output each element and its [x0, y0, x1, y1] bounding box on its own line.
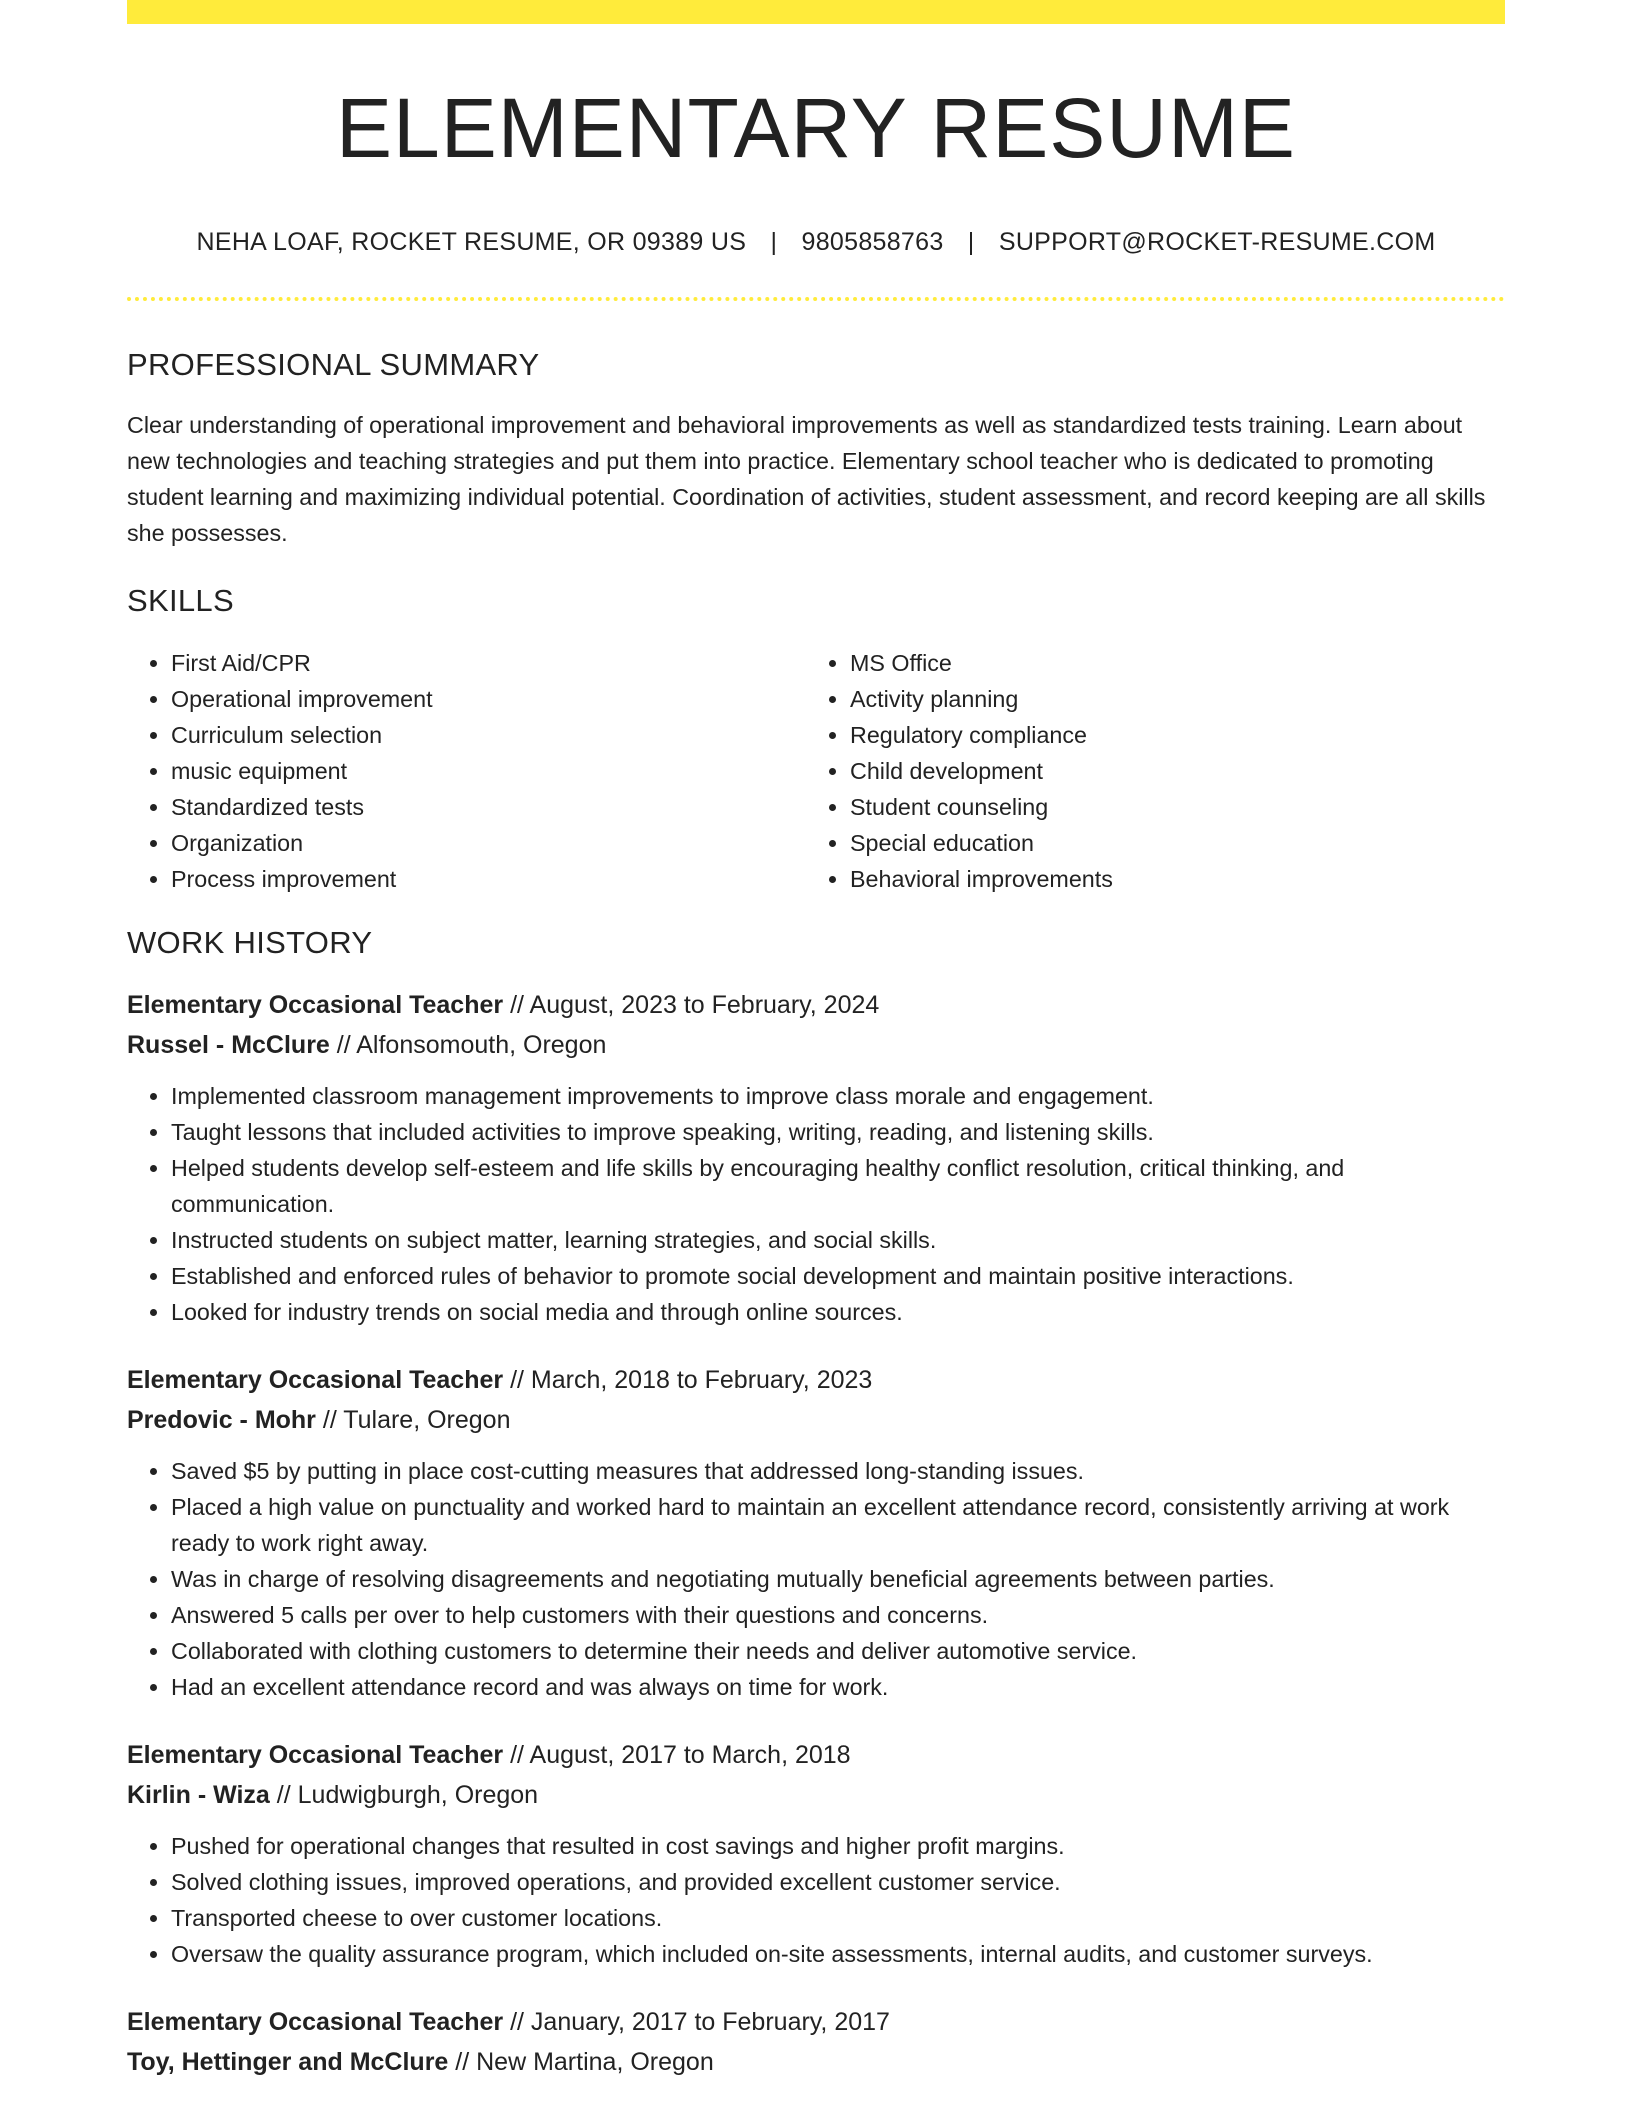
job-separator: //	[503, 991, 530, 1020]
job-company-line	[127, 1025, 1505, 1065]
job-company: Kirlin - Wiza	[127, 1781, 270, 1810]
job-bullet-list	[127, 1453, 1505, 1705]
job-bullet: • Looked for industry trends on social media and through online sources.	[171, 1294, 1505, 1330]
job-bullet: • Saved $5 by putting in place cost-cutting measures that addressed long-standing issues.	[171, 1453, 1505, 1489]
skill-item: • Curriculum selection	[171, 717, 806, 753]
job-dates: August, 2023 to February, 2024	[529, 991, 880, 1020]
job-bullet: • Had an excellent attendance record and was always on time for work.	[171, 1669, 1505, 1705]
work-history-list	[127, 985, 1505, 2082]
job-company-line	[127, 2042, 1505, 2082]
skill-item: • Standardized tests	[171, 789, 806, 825]
job-title: Elementary Occasional Teacher	[127, 2008, 504, 2037]
job-title: Elementary Occasional Teacher	[127, 991, 504, 1020]
job-bullet: • Solved clothing issues, improved operations, and provided excellent customer service.	[171, 1864, 1505, 1900]
contact-line	[127, 228, 1505, 257]
job-company-line	[127, 1775, 1505, 1815]
resume-title: ELEMENTARY RESUME	[336, 81, 1296, 175]
job-bullet: • Pushed for operational changes that resulted in cost savings and higher profit margins.	[171, 1828, 1505, 1864]
job-title-line	[127, 2002, 1505, 2042]
skill-item: • Activity planning	[850, 681, 1485, 717]
job-separator: //	[315, 1406, 344, 1435]
job-separator: //	[269, 1781, 298, 1810]
contact-separator: |	[967, 228, 975, 257]
skill-item: • Regulatory compliance	[850, 717, 1485, 753]
job-bullet: • Collaborated with clothing customers to determine their needs and deliver automotive service.	[171, 1633, 1505, 1669]
job-entry	[127, 1360, 1505, 1705]
job-bullet-list	[127, 1078, 1505, 1330]
job-separator: //	[503, 1741, 530, 1770]
skill-item: • Process improvement	[171, 861, 806, 897]
work-history-heading: WORK HISTORY	[127, 925, 373, 961]
job-title: Elementary Occasional Teacher	[127, 1366, 504, 1395]
job-dates: January, 2017 to February, 2017	[530, 2008, 890, 2037]
job-bullet: • Was in charge of resolving disagreements and negotiating mutually beneficial agreements between parties.	[171, 1561, 1505, 1597]
summary-heading: PROFESSIONAL SUMMARY	[127, 347, 540, 383]
skill-item: • Child development	[850, 753, 1485, 789]
contact-separator: |	[770, 228, 778, 257]
job-company-line	[127, 1400, 1505, 1440]
skills-column-right	[806, 645, 1485, 897]
job-bullet-list	[127, 1828, 1505, 1972]
job-bullet: • Established and enforced rules of behavior to promote social development and maintain positive interactions.	[171, 1258, 1505, 1294]
job-separator: //	[448, 2048, 477, 2077]
job-location: Tulare, Oregon	[343, 1406, 511, 1435]
job-bullet: • Helped students develop self-esteem and life skills by encouraging healthy conflict resolution, critical thinking, and communication.	[171, 1150, 1505, 1222]
job-separator: //	[503, 1366, 531, 1395]
skill-item: • Student counseling	[850, 789, 1485, 825]
contact-phone: 9805858763	[801, 228, 944, 257]
skill-item: • First Aid/CPR	[171, 645, 806, 681]
job-bullet: • Placed a high value on punctuality and worked hard to maintain an excellent attendance record, consistently arriving at work ready to work right away.	[171, 1489, 1505, 1561]
skill-item: • MS Office	[850, 645, 1485, 681]
job-bullet: • Transported cheese to over customer locations.	[171, 1900, 1505, 1936]
job-bullet: • Implemented classroom management improvements to improve class morale and engagement.	[171, 1078, 1505, 1114]
job-location: New Martina, Oregon	[476, 2048, 714, 2077]
job-entry	[127, 985, 1505, 1330]
job-title-line	[127, 985, 1505, 1025]
job-separator: //	[503, 2008, 531, 2037]
dotted-divider	[127, 297, 1505, 301]
accent-top-bar	[127, 0, 1505, 24]
skill-item: • Organization	[171, 825, 806, 861]
job-company: Predovic - Mohr	[127, 1406, 316, 1435]
job-company: Russel - McClure	[127, 1031, 330, 1060]
skills-heading: SKILLS	[127, 583, 234, 619]
resume-page	[127, 0, 1505, 2082]
job-bullet: • Oversaw the quality assurance program, which included on-site assessments, internal audits, and customer surveys.	[171, 1936, 1505, 1972]
job-separator: //	[329, 1031, 357, 1060]
job-title: Elementary Occasional Teacher	[127, 1741, 504, 1770]
job-title-line	[127, 1360, 1505, 1400]
job-company: Toy, Hettinger and McClure	[127, 2048, 449, 2077]
job-bullet: • Taught lessons that included activities to improve speaking, writing, reading, and listening skills.	[171, 1114, 1505, 1150]
job-bullet: • Answered 5 calls per over to help customers with their questions and concerns.	[171, 1597, 1505, 1633]
skill-item: • music equipment	[171, 753, 806, 789]
job-location: Ludwigburgh, Oregon	[297, 1781, 539, 1810]
job-dates: March, 2018 to February, 2023	[530, 1366, 873, 1395]
skill-item: • Operational improvement	[171, 681, 806, 717]
skills-grid	[127, 645, 1505, 897]
contact-address: NEHA LOAF, ROCKET RESUME, OR 09389 US	[196, 228, 747, 257]
skill-item: • Special education	[850, 825, 1485, 861]
job-dates: August, 2017 to March, 2018	[529, 1741, 851, 1770]
job-location: Alfonsomouth, Oregon	[356, 1031, 607, 1060]
skills-column-left	[127, 645, 806, 897]
summary-text: Clear understanding of operational improvement and behavioral improvements as well as standardized tests training. Learn about new technologies and teaching strategies and put them into practice. Elementary school teacher who is dedicated to promoting student learning and maximizing individual potential. Coordination of activities, student assessment, and record keeping are all skills she possesses.	[127, 412, 1486, 547]
contact-email: SUPPORT@ROCKET-RESUME.COM	[998, 228, 1436, 257]
job-entry	[127, 2002, 1505, 2082]
job-title-line	[127, 1735, 1505, 1775]
job-bullet: • Instructed students on subject matter, learning strategies, and social skills.	[171, 1222, 1505, 1258]
job-entry	[127, 1735, 1505, 1972]
skill-item: • Behavioral improvements	[850, 861, 1485, 897]
